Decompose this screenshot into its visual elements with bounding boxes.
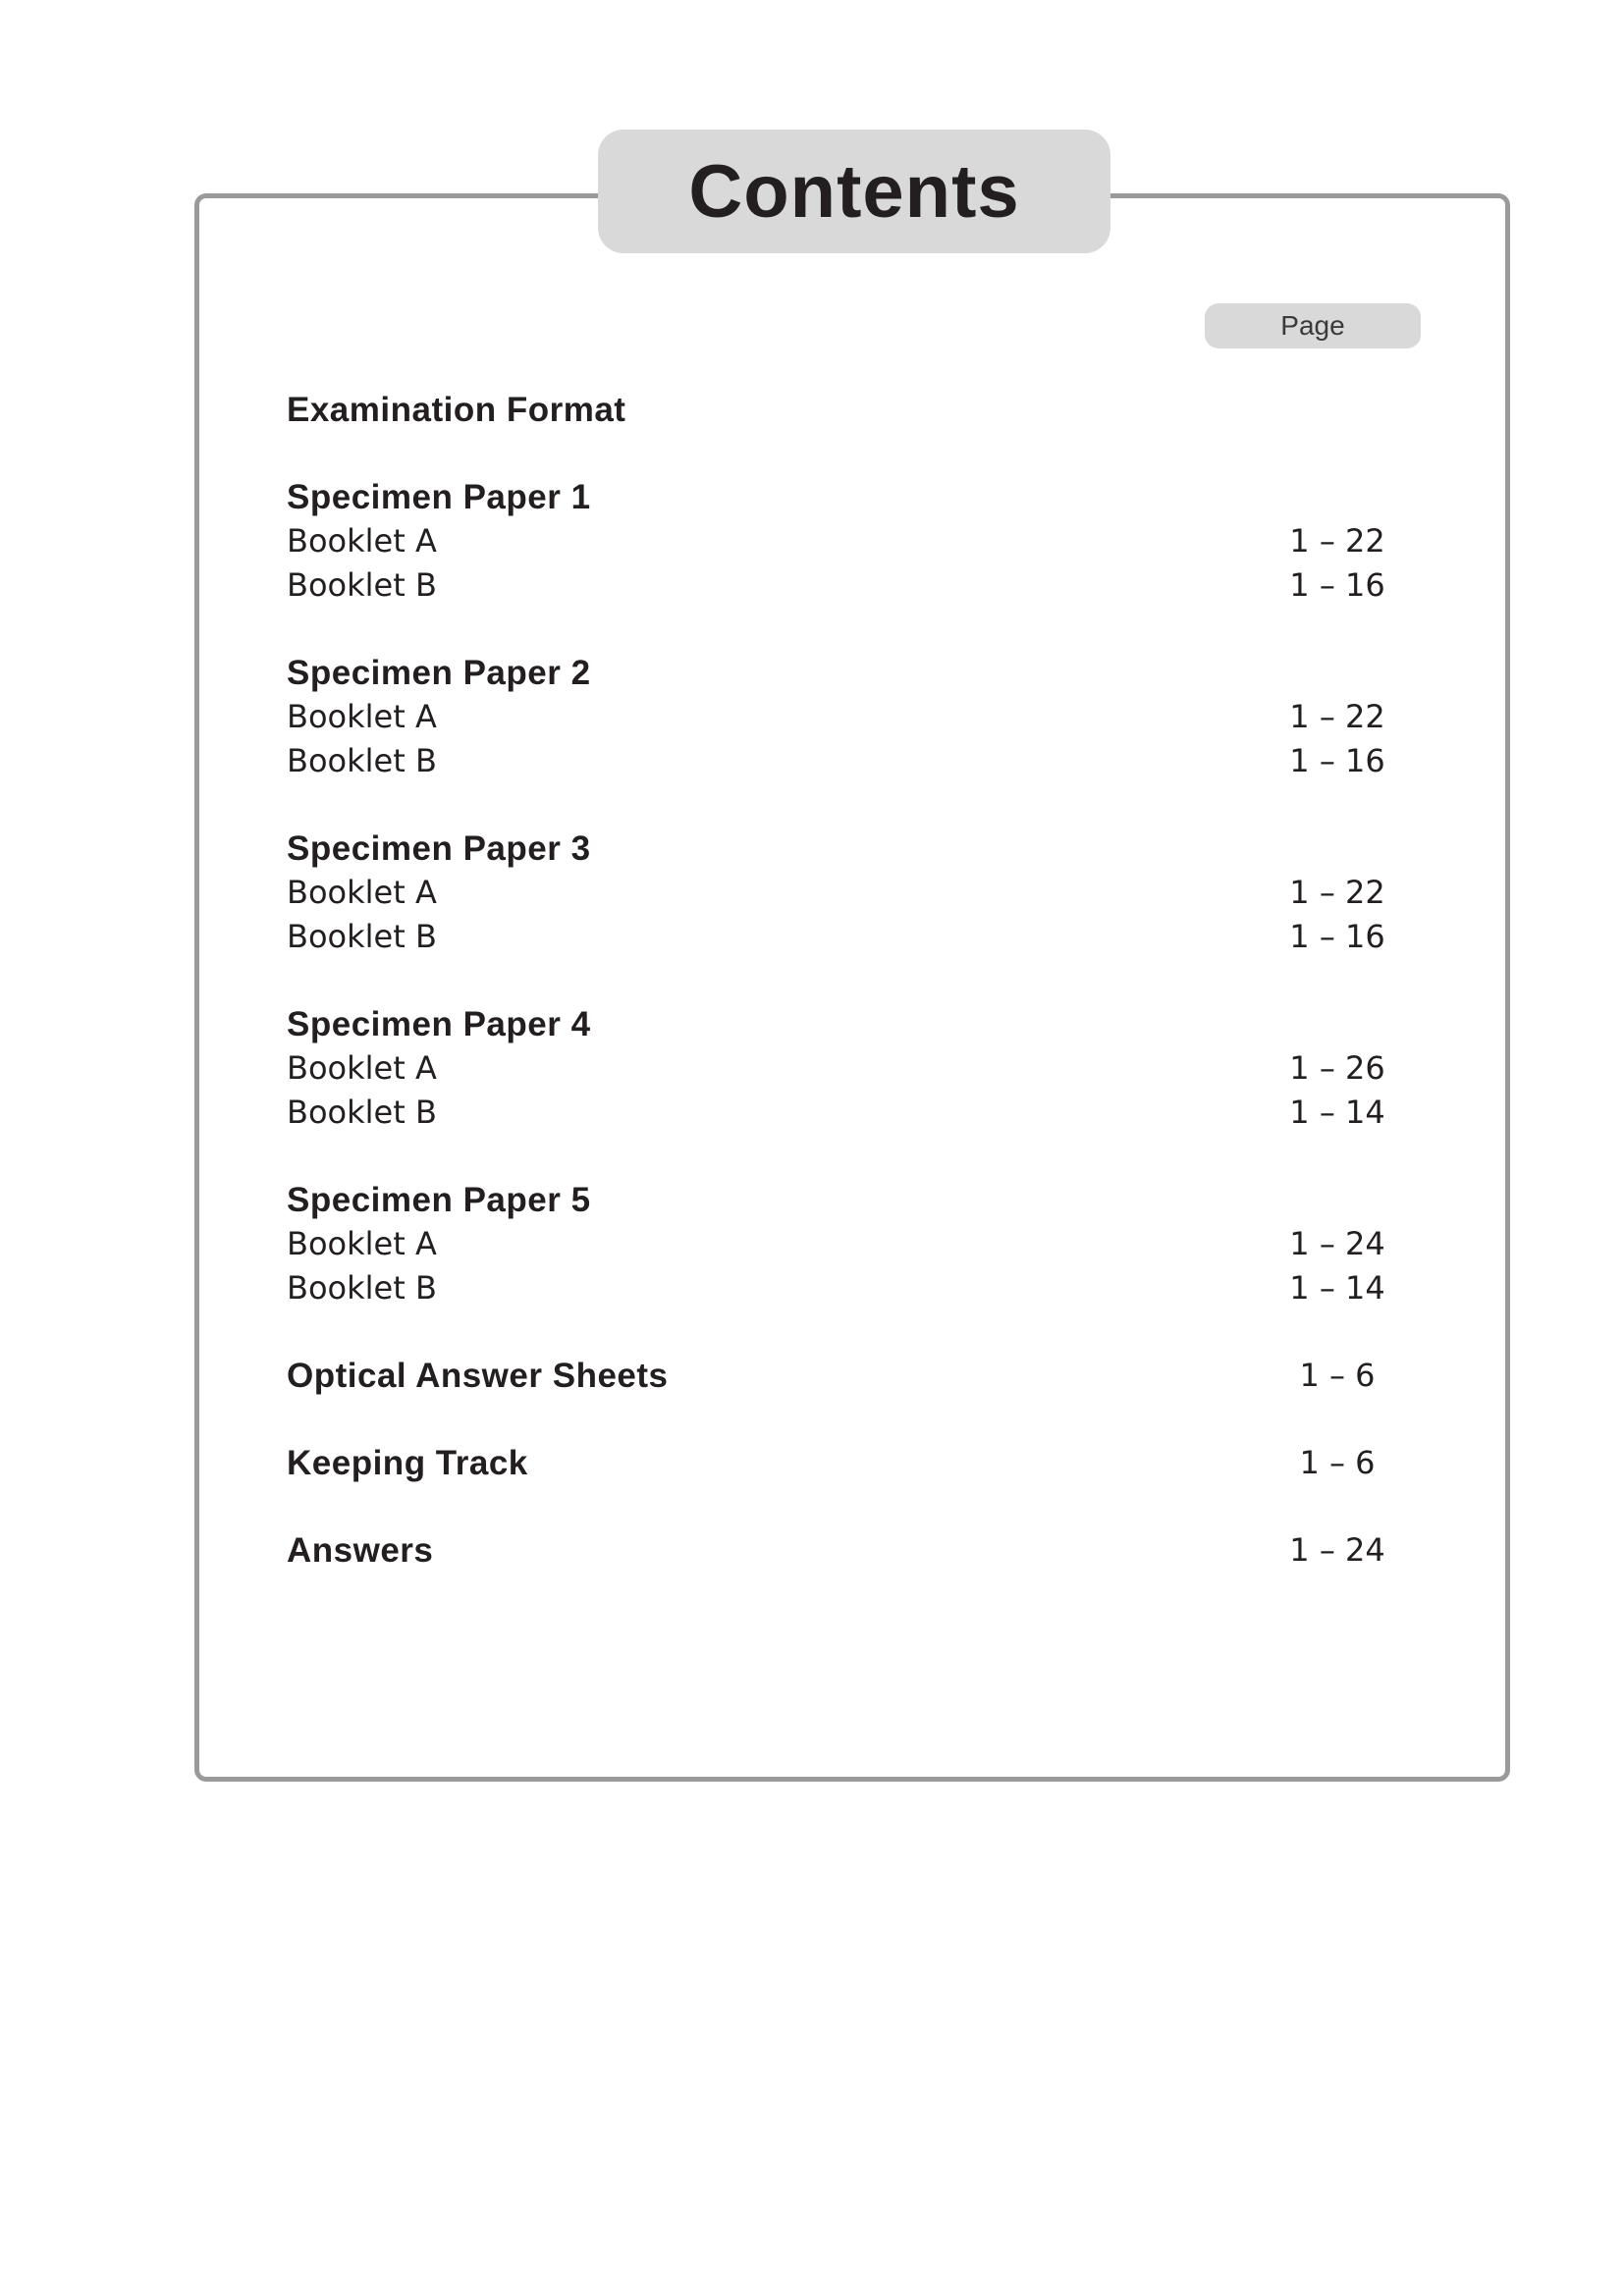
table-of-contents (287, 388, 1385, 1616)
toc-page-range: 1 – 14 (1289, 1094, 1385, 1131)
toc-booklet-row (287, 1266, 1385, 1310)
toc-page-range: 1 – 22 (1289, 698, 1385, 735)
toc-heading-row (287, 651, 1367, 695)
toc-page-range: 1 – 6 (1299, 1357, 1376, 1394)
toc-heading-row (287, 475, 1367, 519)
toc-page-range: 1 – 6 (1299, 1444, 1376, 1481)
toc-page-range: 1 – 24 (1289, 1225, 1385, 1262)
toc-page-range: 1 – 16 (1289, 566, 1385, 604)
toc-page-range: 1 – 16 (1289, 918, 1385, 955)
toc-heading: Optical Answer Sheets (287, 1357, 669, 1395)
toc-page-range: 1 – 16 (1289, 742, 1385, 779)
toc-section (287, 1178, 1385, 1310)
toc-booklet-label: Booklet B (287, 742, 437, 779)
toc-booklet-label: Booklet B (287, 918, 437, 955)
toc-section (287, 651, 1385, 783)
toc-section (287, 388, 1367, 432)
toc-booklet-label: Booklet B (287, 1094, 437, 1131)
toc-page-range: 1 – 22 (1289, 522, 1385, 560)
toc-booklet-label: Booklet A (287, 874, 437, 911)
toc-booklet-row (287, 519, 1385, 563)
toc-booklet-row (287, 1091, 1385, 1135)
toc-heading: Specimen Paper 4 (287, 1005, 591, 1043)
toc-booklet-row (287, 871, 1385, 915)
toc-booklet-row (287, 1222, 1385, 1266)
toc-heading-row (287, 1002, 1367, 1046)
toc-booklet-row (287, 915, 1385, 959)
toc-booklet-row (287, 695, 1385, 739)
toc-page-range: 1 – 22 (1289, 874, 1385, 911)
page-column-label: Page (1205, 303, 1421, 348)
toc-booklet-label: Booklet A (287, 1049, 437, 1087)
toc-booklet-label: Booklet A (287, 1225, 437, 1262)
toc-section (287, 1002, 1385, 1135)
toc-booklet-row (287, 563, 1385, 608)
toc-section (287, 827, 1385, 959)
toc-booklet-label: Booklet A (287, 522, 437, 560)
toc-page-range: 1 – 14 (1289, 1269, 1385, 1307)
toc-booklet-label: Booklet B (287, 1269, 437, 1307)
toc-heading-row (287, 1354, 1376, 1398)
toc-heading: Answers (287, 1531, 434, 1570)
toc-page-range: 1 – 24 (1289, 1531, 1385, 1569)
toc-heading-row (287, 1178, 1367, 1222)
toc-heading-row (287, 827, 1367, 871)
toc-heading: Examination Format (287, 391, 626, 429)
page-title: Contents (688, 149, 1020, 234)
toc-booklet-row (287, 739, 1385, 783)
toc-heading: Specimen Paper 1 (287, 478, 591, 516)
toc-section (287, 1441, 1376, 1485)
toc-booklet-label: Booklet B (287, 566, 437, 604)
toc-booklet-label: Booklet A (287, 698, 437, 735)
title-tab (598, 130, 1110, 253)
toc-heading-row (287, 1441, 1376, 1485)
toc-heading: Specimen Paper 5 (287, 1181, 591, 1219)
toc-section (287, 1528, 1385, 1573)
toc-booklet-row (287, 1046, 1385, 1091)
toc-heading-row (287, 1528, 1385, 1573)
toc-section (287, 1354, 1376, 1398)
toc-heading-row (287, 388, 1367, 432)
toc-heading: Keeping Track (287, 1444, 528, 1482)
toc-page-range: 1 – 26 (1289, 1049, 1385, 1087)
toc-section (287, 475, 1385, 608)
toc-heading: Specimen Paper 3 (287, 829, 591, 868)
toc-heading: Specimen Paper 2 (287, 654, 591, 692)
